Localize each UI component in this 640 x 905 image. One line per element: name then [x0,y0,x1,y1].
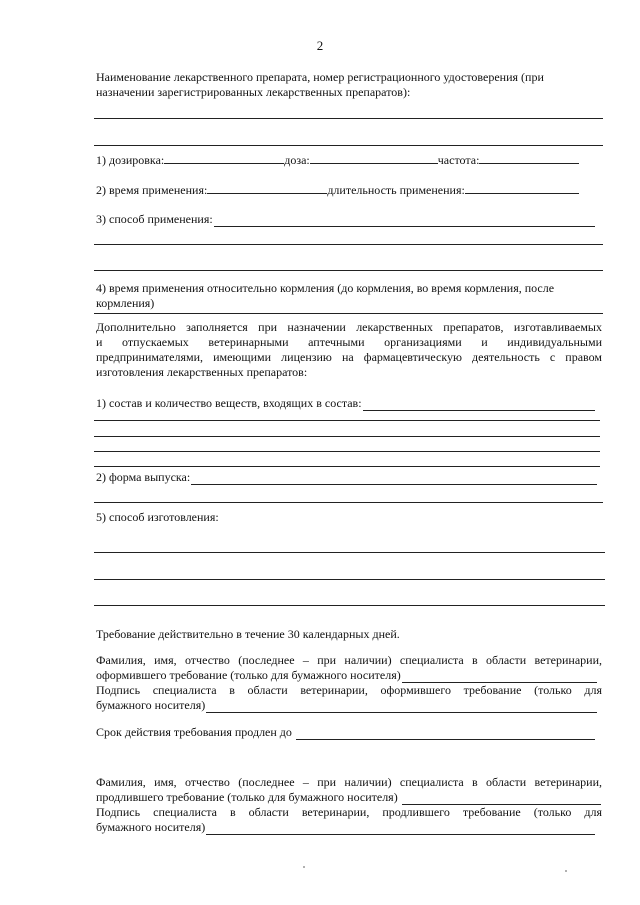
manufacture-field-line-3[interactable] [94,605,605,606]
form-row [96,470,598,485]
scan-speck [303,866,305,868]
extender-signature-row [96,820,596,835]
dose-field[interactable] [310,152,438,164]
form-field-line-2[interactable] [94,502,603,503]
composition-field-line-2[interactable] [94,420,600,421]
method-field-line-3[interactable] [94,270,603,271]
dosage-field[interactable] [164,152,284,164]
issuer-line3: Подпись специалиста в области ветеринарии, оформившего требование (только для [96,683,602,697]
dosage-row [96,152,596,168]
dosage-label: 1) дозировка: [96,153,165,167]
issuer-line1: Фамилия, имя, отчество (последнее – при наличии) специалиста в области ветеринарии, [96,653,602,667]
extender-line1: Фамилия, имя, отчество (последнее – при наличии) специалиста в области ветеринарии, [96,775,602,789]
composition-label: 1) состав и количество веществ, входящих в состав: [96,396,362,410]
method-row [96,212,596,227]
method-field-line-2[interactable] [94,244,603,245]
issuer-name-field[interactable] [402,671,597,683]
feeding-label-line1: 4) время применения относительно кормления (до кормления, во время кормления, после [96,281,555,295]
additional-line4: изготовления лекарственных препаратов: [96,365,308,379]
issuer-line4: бумажного носителя) [96,698,206,712]
manufacture-field-line-2[interactable] [94,579,605,580]
issuer-signature-field[interactable] [206,701,597,713]
composition-field-line-5[interactable] [94,466,600,467]
validity-text: Требование действительно в течение 30 календарных дней. [96,627,400,641]
extended-label: Срок действия требования продлен до [96,725,292,739]
frequency-field[interactable] [479,152,579,164]
method-label: 3) способ применения: [96,212,213,226]
feeding-field-line[interactable] [94,313,603,314]
extender-line2: продлившего требование (только для бумажного носителя) [96,790,398,804]
time-row [96,182,596,198]
composition-row [96,396,596,411]
composition-field-line-3[interactable] [94,436,600,437]
extender-name-field[interactable] [402,793,601,805]
drug-name-field-line-1[interactable] [94,118,603,119]
page-number: 2 [316,38,324,53]
manufacture-label: 5) способ изготовления: [96,510,219,524]
frequency-label: частота: [437,153,480,167]
additional-line1: Дополнительно заполняется при назначении лекарственных препаратов, изготавливаемых [96,320,602,334]
method-field[interactable] [214,215,595,227]
issuer-name-row [96,668,598,683]
extender-name-row [96,790,602,805]
form-field[interactable] [191,473,597,485]
time-label: 2) время применения: [96,183,208,197]
form-label: 2) форма выпуска: [96,470,191,484]
composition-field-line-4[interactable] [94,451,600,452]
additional-line3: предпринимателями, имеющими лицензию на фармацевтическую деятельность с правом [96,350,602,364]
composition-field[interactable] [363,399,595,411]
extended-date-field[interactable] [296,728,595,740]
feeding-label-line2: кормления) [96,296,155,310]
extended-row [96,725,596,740]
manufacture-field-line-1[interactable] [94,552,605,553]
duration-field[interactable] [465,182,579,194]
scan-speck [565,870,567,872]
dose-label: доза: [284,153,310,167]
drug-name-label-line1: Наименование лекарственного препарата, номер регистрационного удостоверения (при [96,70,544,84]
duration-label: длительность применения: [327,183,465,197]
additional-line2: и отпускаемых ветеринарными аптечными организациями и индивидуальными [96,335,602,349]
drug-name-field-line-2[interactable] [94,145,603,146]
time-field[interactable] [207,182,327,194]
extender-line4: бумажного носителя) [96,820,206,834]
drug-name-label-line2: назначении зарегистрированных лекарственных препаратов): [96,85,411,99]
extender-signature-field[interactable] [206,823,595,835]
issuer-line2: оформившего требование (только для бумажного носителя) [96,668,401,682]
issuer-signature-row [96,698,598,713]
extender-line3: Подпись специалиста в области ветеринарии, продлившего требование (только для [96,805,602,819]
